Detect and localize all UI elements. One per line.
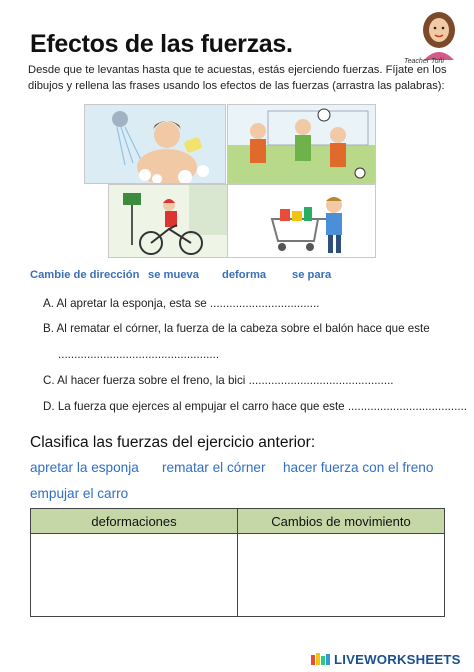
sentence-c: C. Al hacer fuerza sobre el freno, la bici ............................................. — [43, 374, 394, 387]
drop-zone-deformaciones[interactable] — [31, 534, 238, 617]
drag-word-cambie-de-direccion[interactable]: Cambie de dirección — [30, 269, 140, 281]
option-empujar-el-carro[interactable]: empujar el carro — [30, 486, 129, 501]
liveworksheets-logo-icon — [310, 651, 332, 667]
drag-word-se-para[interactable]: se para — [292, 269, 332, 281]
footer-brand — [310, 648, 474, 670]
sentence-b-blank[interactable]: .................................................. — [58, 348, 220, 361]
header-cambios-de-movimiento: Cambios de movimiento — [238, 509, 445, 534]
sentence-a: A. Al apretar la esponja, esta se .................................. — [43, 297, 320, 310]
liveworksheets-wordmark: LIVEWORKSHEETS — [334, 651, 461, 667]
sentence-d: D. La fuerza que ejerces al empujar el carro hace que este ..................................... — [43, 400, 468, 413]
teacher-avatar — [414, 8, 464, 60]
drag-word-deforma[interactable]: deforma — [222, 269, 267, 281]
instructions-text: Desde que te levantas hasta que te acuestas, estás ejerciendo fuerzas. Fíjate en los dibujos y rellena las frases usando los efectos de las fuerzas (arrastra las palabras): — [28, 64, 447, 92]
option-hacer-fuerza-con-el-freno[interactable]: hacer fuerza con el freno — [283, 460, 434, 475]
shower-sponge-illustration — [84, 104, 226, 184]
section-classify-title: Clasifica las fuerzas del ejercicio anterior: — [30, 434, 316, 451]
option-rematar-el-corner[interactable]: rematar el córner — [162, 460, 266, 475]
bicycle-illustration — [108, 184, 228, 258]
option-apretar-la-esponja[interactable]: apretar la esponja — [30, 460, 139, 475]
drag-word-se-mueva[interactable]: se mueva — [148, 269, 199, 281]
classification-table — [30, 508, 445, 617]
sentence-b: B. Al rematar el córner, la fuerza de la cabeza sobre el balón hace que este — [43, 322, 430, 335]
header-deformaciones: deformaciones — [31, 509, 238, 534]
page-title: Efectos de las fuerzas. — [30, 30, 293, 58]
teacher-caption: Teacher Toñi — [404, 58, 444, 65]
drop-zone-cambios-de-movimiento[interactable] — [238, 534, 445, 617]
soccer-corner-illustration — [227, 104, 376, 184]
shopping-cart-illustration — [227, 184, 376, 258]
